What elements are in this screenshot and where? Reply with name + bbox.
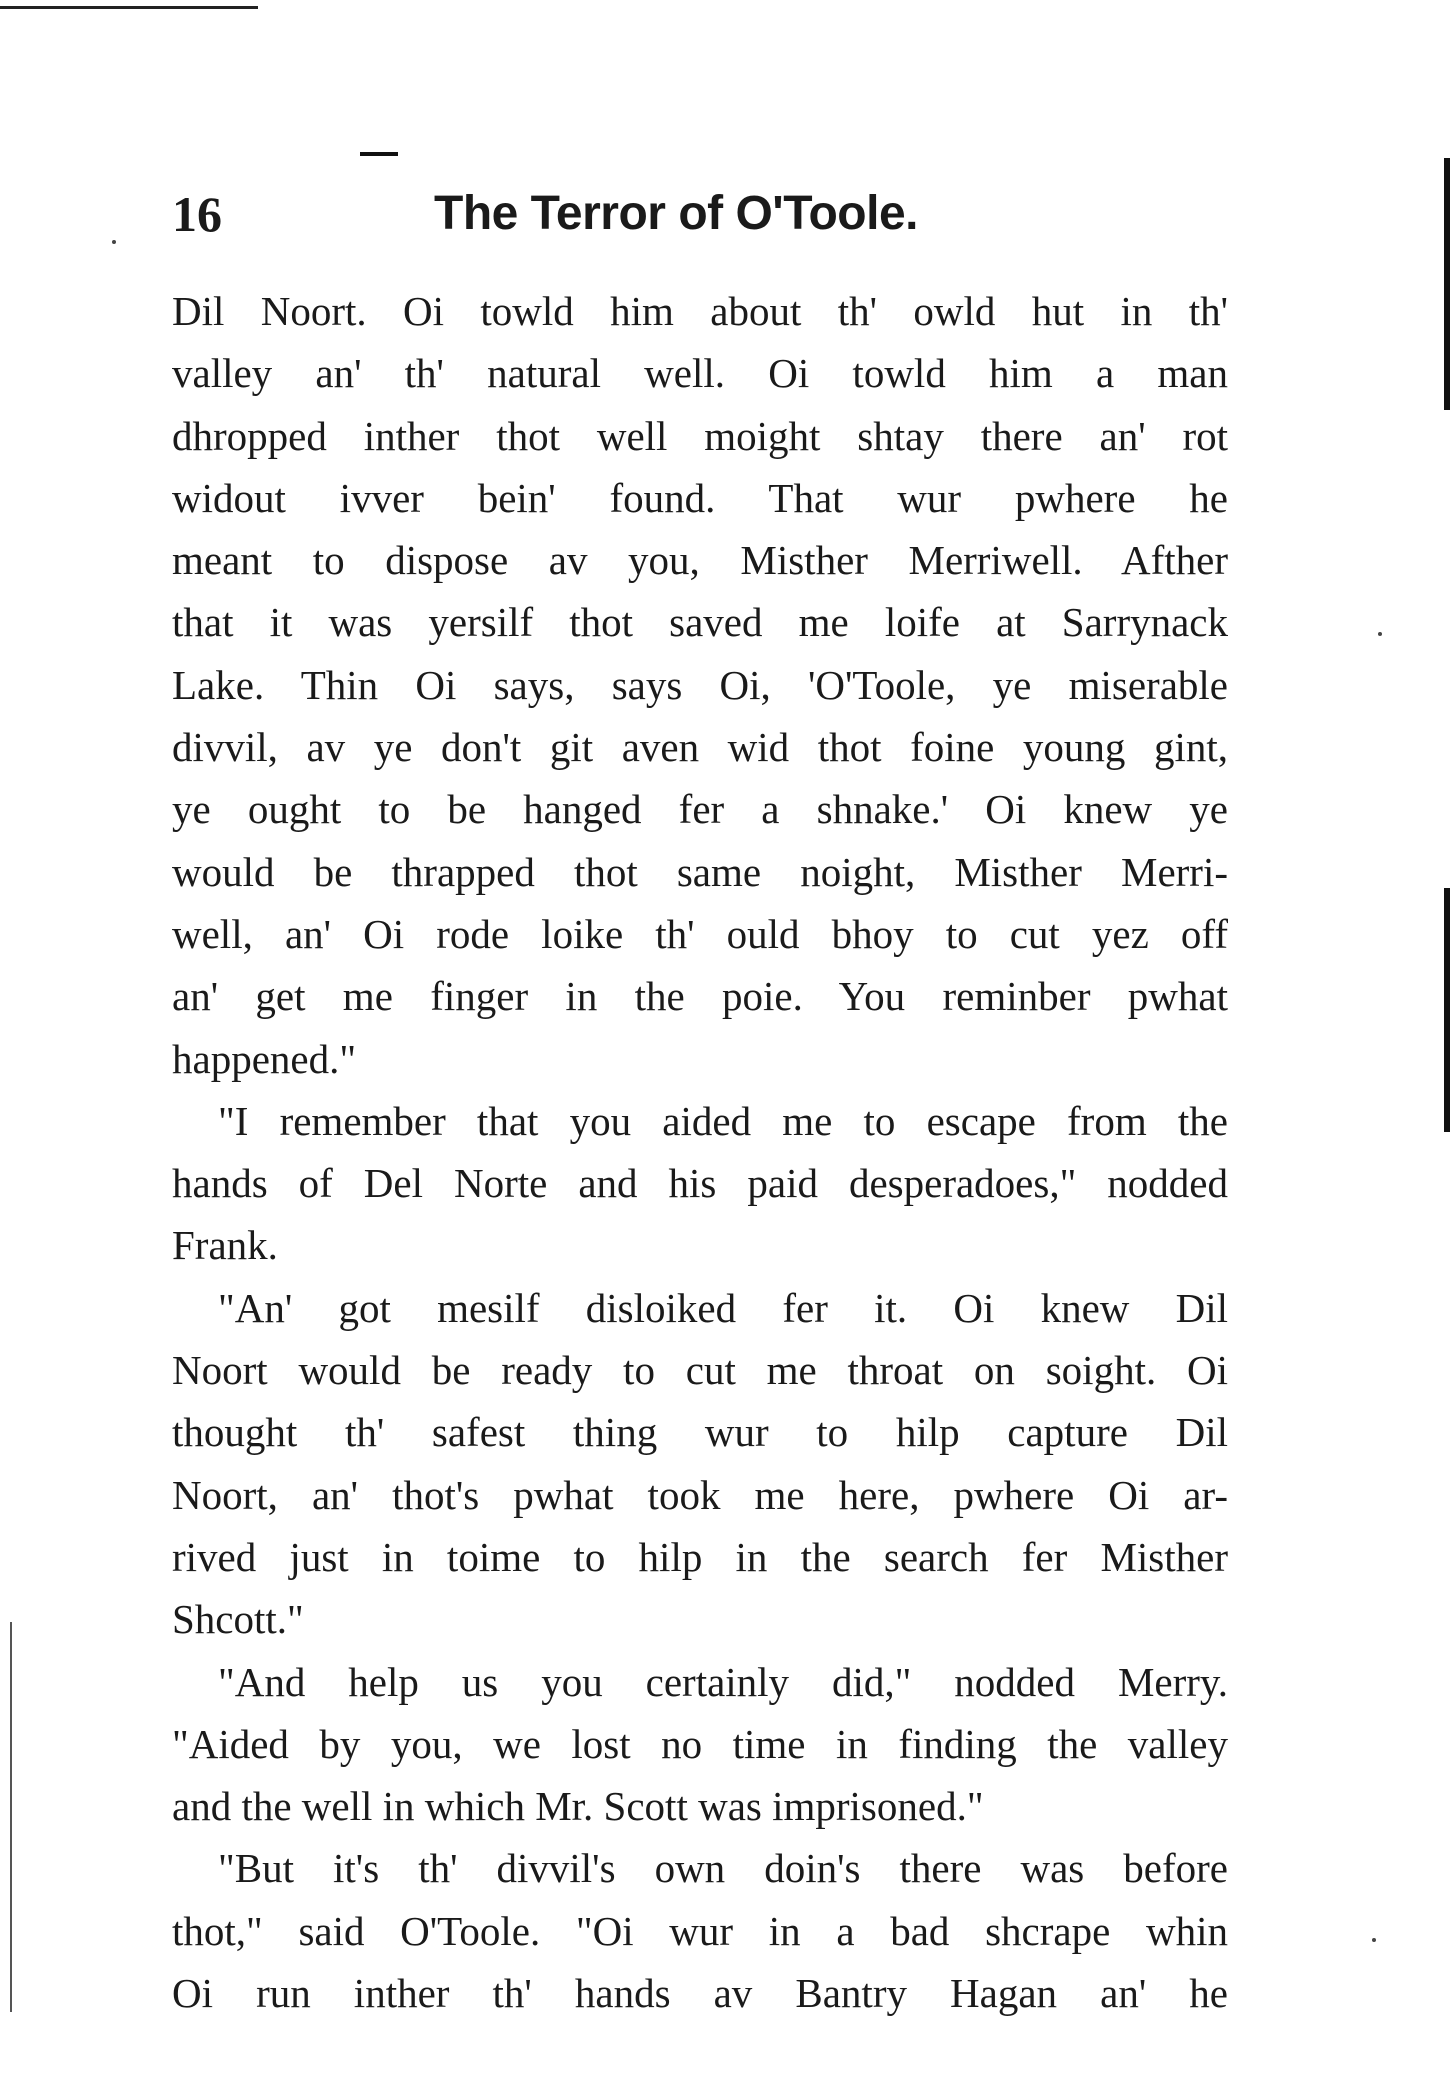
text-line: Noort, an' thot's pwhat took me here, pwhere Oi ar- (172, 1471, 1228, 1518)
text-line: well, an' Oi rode loike th' ould bhoy to cut yez off (172, 910, 1228, 957)
text-line: Lake. Thin Oi says, says Oi, 'O'Toole, ye miserable (172, 661, 1228, 708)
paragraph (172, 280, 1228, 1090)
left-margin-line (10, 1622, 12, 2012)
right-margin-bar-lower (1444, 888, 1450, 1132)
body-text (172, 280, 1228, 2024)
paragraph (172, 1277, 1228, 1651)
right-margin-bar-upper (1444, 158, 1450, 410)
text-line: dhropped inther thot well moight shtay there an' rot (172, 412, 1228, 459)
text-line: Shcott." (172, 1596, 304, 1643)
page-header (172, 178, 1228, 250)
text-line: meant to dispose av you, Misther Merriwell. Afther (172, 537, 1228, 584)
text-line: "I remember that you aided me to escape from the (218, 1097, 1228, 1144)
text-line: that it was yersilf thot saved me loife at Sarrynack (172, 599, 1228, 646)
text-line: thought th' safest thing wur to hilp capture Dil (172, 1409, 1228, 1456)
text-line: an' get me finger in the poie. You reminber pwhat (172, 973, 1228, 1020)
text-line: widout ivver bein' found. That wur pwhere he (172, 474, 1228, 521)
text-line: hands of Del Norte and his paid desperadoes," nodded (172, 1160, 1228, 1207)
header-dash-mark (360, 152, 398, 156)
text-line: Oi run inther th' hands av Bantry Hagan an' he (172, 1970, 1228, 2017)
running-title: The Terror of O'Toole. (434, 187, 918, 240)
text-line: divvil, av ye don't git aven wid thot foine young gint, (172, 724, 1228, 771)
paragraph (172, 1090, 1228, 1277)
scan-speck (1378, 632, 1382, 636)
scan-speck (1372, 1938, 1376, 1942)
text-line: ye ought to be hanged fer a shnake.' Oi knew ye (172, 786, 1228, 833)
text-line: Frank. (172, 1222, 278, 1269)
paragraph (172, 1651, 1228, 1838)
scan-speck (112, 240, 116, 244)
text-line: thot," said O'Toole. "Oi wur in a bad shcrape whin (172, 1907, 1228, 1954)
text-line: rived just in toime to hilp in the search fer Misther (172, 1533, 1228, 1580)
text-line: and the well in which Mr. Scott was imprisoned." (172, 1783, 984, 1830)
text-line: "An' got mesilf disloiked fer it. Oi knew Dil (218, 1284, 1228, 1331)
text-line: Noort would be ready to cut me throat on soight. Oi (172, 1347, 1228, 1394)
page-number: 16 (172, 186, 222, 242)
paragraph (172, 1837, 1228, 2024)
text-line: "And help us you certainly did," nodded Merry. (218, 1658, 1228, 1705)
text-line: would be thrapped thot same noight, Misther Merri- (172, 848, 1228, 895)
text-line: Dil Noort. Oi towld him about th' owld hut in th' (172, 288, 1228, 334)
text-line: valley an' th' natural well. Oi towld him a man (172, 350, 1228, 397)
text-line: "But it's th' divvil's own doin's there was before (218, 1845, 1228, 1892)
text-line: "Aided by you, we lost no time in finding the valley (172, 1720, 1228, 1767)
text-line: happened." (172, 1035, 357, 1082)
top-edge-rule (0, 6, 258, 9)
